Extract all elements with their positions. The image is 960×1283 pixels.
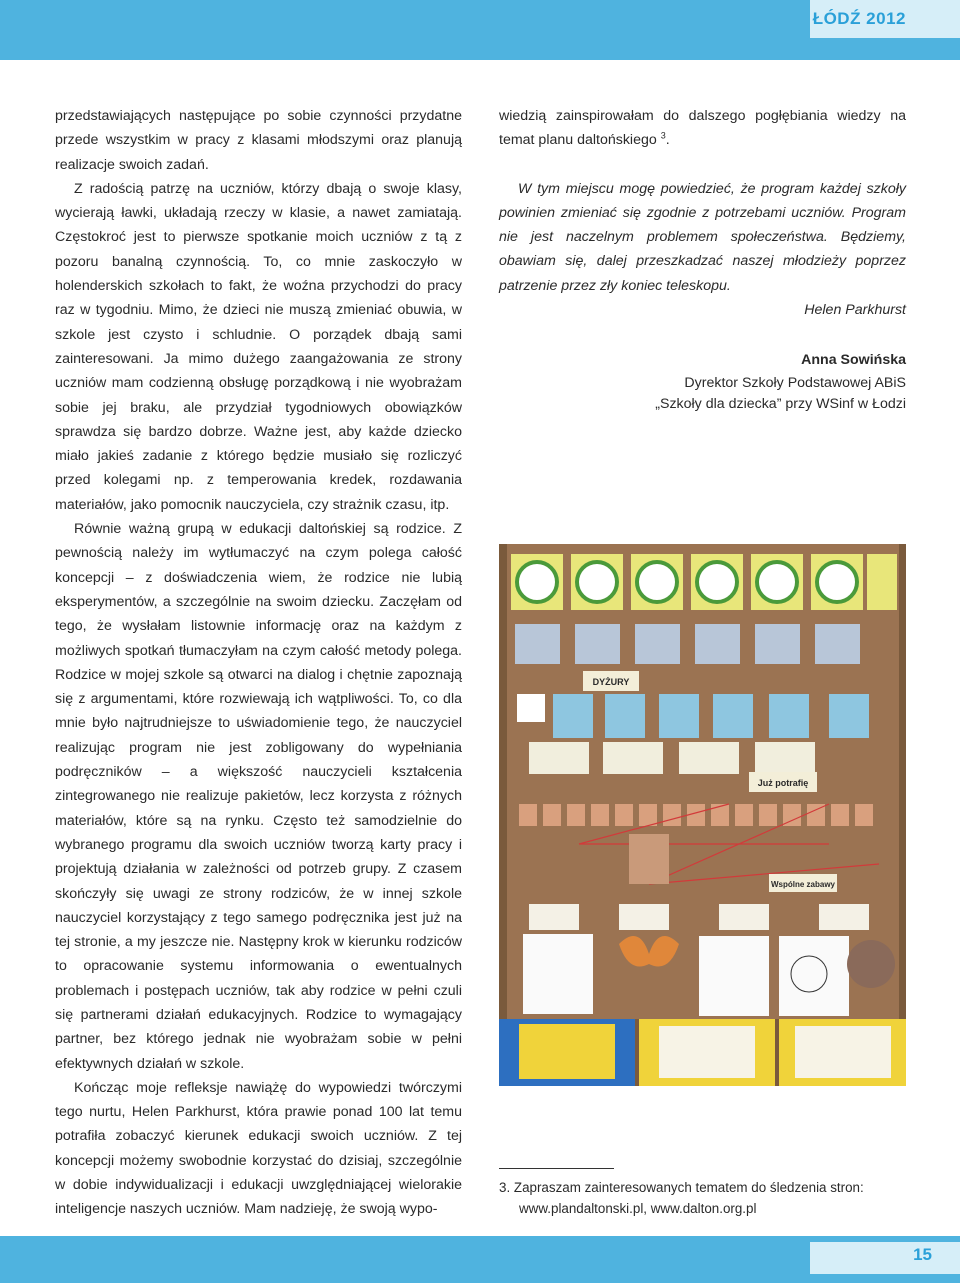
author-name: Anna Sowińska xyxy=(801,352,906,369)
continuation-paragraph xyxy=(499,104,906,153)
paragraph: Kończąc moje refleksje nawiążę do wypowiedzi twórczymi tego nurtu, Helen Parkhurst, która prawie ponad 100 lat temu potrafiła zobaczyć kierunek edukacji swoich uczniów. Z tej koncepcji możemy swobodnie korzystać do dzisiaj, szczególnie w dobie indywidualizacji i edukacji uwzględniającej wielorakie inteligencje naszych uczniów. Mam nadzieję, że swoją wypo- xyxy=(55,1079,462,1218)
quote-author: Helen Parkhurst xyxy=(804,302,906,319)
paragraph: Z radością patrzę na uczniów, którzy dbają o swoje klasy, wycierają ławki, układają rzeczy w klasie, a nawet zamiatają. Częstokroć jest to pierwsze spotkanie moich uczniów z tą z pozoru banalną czynnością. To, co mnie zaskoczyło w holenderskich szkołach to fakt, że woźna przychodzi do pracy raz w tygodniu. Mimo, że dzieci nie muszą zmieniać obuwia, w szkole jest czysto i schludnie. O porządek dbają sami zainteresowani. Ja mimo dużego zaangażowania ze strony uczniów mam codzienną obsługę porządkową i nie wyobrażam sobie jej braku, ale przydział tygodniowych obowiązków sprawdza się bardzo dobrze. Ważne jest, aby każde dziecko miało jakieś zadanie z którego będzie musiało się rozliczyć przed kolegami np. z temperowania kredek, rozdawania materiałów, jako pomocnik nauczyciela, czy strażnik czasu, itp. xyxy=(55,180,462,513)
right-column xyxy=(499,104,906,415)
trays xyxy=(499,1019,906,1086)
footnote xyxy=(499,1177,906,1219)
skills-label: Już potrafię xyxy=(757,778,809,788)
author-school: „Szkoły dla dziecka” przy WSinf w Łodzi xyxy=(655,395,906,412)
author-role: Dyrektor Szkoły Podstawowej ABiS xyxy=(684,374,906,391)
page-number: 15 xyxy=(913,1245,932,1264)
parkhurst-quote: W tym miejscu mogę powiedzieć, że program każdej szkoły powinien zmieniać się zgodnie z potrzebami uczniów. Program nie jest naczelnym problemem społeczeństwa. Będziemy, obawiam się, dalej przeszkadzać naszej młodzieży poprzez patrzenie przez zły koniec teleskopu. xyxy=(499,180,906,294)
header-title: ŁÓDŹ 2012 xyxy=(812,9,906,28)
worksheets xyxy=(523,934,895,1016)
paragraph: Równie ważną grupą w edukacji daltońskiej są rodzice. Z pewnością należy im wytłumaczyć na czym polega całość koncepcji – z doświadczenia wiem, że rodzice nie lubią eksperymentów, a szczególnie na swoim dziecku. Zaczęłam od tego, że wysłałam listownie informację oraz na każdym z możliwych spotkań tłumaczyłam na czym całość metody polega. Rodzice w mojej szkole są otwarci na dialog i chętnie zapoznają się z argumentami, które rozwiewają ich wątpliwości. To, co dla mnie było najtrudniejsze to uświadomienie tego, że nauczyciel realizując program nie jest zobligowany do wypełniania podręczników – a większość nauczycieli kształcenia zintegrowanego nie realizuje pakietów, lecz korzysta z różnych materiałów, które są na rynku. Często też samodzielnie do wybranego programu dla swoich uczniów tworzą karty pracy i projektują działania w zależności od potrzeb grupy. Z czasem skończyły się uwagi ze strony rodziców, że w innej szkole nauczyciel korzystający z tego samego podręcznika jest już na tej stronie, a my jeszcze nie. Następny krok w kierunku rodziców to opracowanie systemu informowania o ewentualnych problemach i postępach uczniów, tak aby rodzice w pełni czuli się partnerami działań edukacyjnych. Rodzice to wymagający partner, bez którego jednak nie wyobrażam sobie w pełni efektywnych działań w szkole. xyxy=(55,521,462,1072)
classroom-board-photo xyxy=(499,544,906,1086)
duty-label: DYŻURY xyxy=(592,677,630,687)
footnote-urls: www.plandaltonski.pl, www.dalton.org.pl xyxy=(519,1201,757,1216)
left-column xyxy=(55,104,462,1222)
child-photo xyxy=(629,834,669,884)
page-number-tab xyxy=(810,1242,960,1274)
footnote-divider xyxy=(499,1168,614,1169)
paragraph: przedstawiających następujące po sobie czynności przydatne przede wszystkim w pracy z klasami młodszymi oraz planują realizacje swoich zadań. xyxy=(55,108,462,173)
face-grid xyxy=(519,804,873,826)
games-label: Wspólne zabawy xyxy=(770,880,836,889)
continuation-text: wiedzią zainspirowałam do dalszego pogłębiania wiedzy na temat planu daltońskiego xyxy=(499,108,906,149)
continuation-end: . xyxy=(665,132,670,149)
board-illustration xyxy=(499,544,906,1086)
footnote-text: 3. Zapraszam zainteresowanych tematem do śledzenia stron: xyxy=(499,1180,864,1195)
footnote-ref: 3 xyxy=(660,130,666,141)
